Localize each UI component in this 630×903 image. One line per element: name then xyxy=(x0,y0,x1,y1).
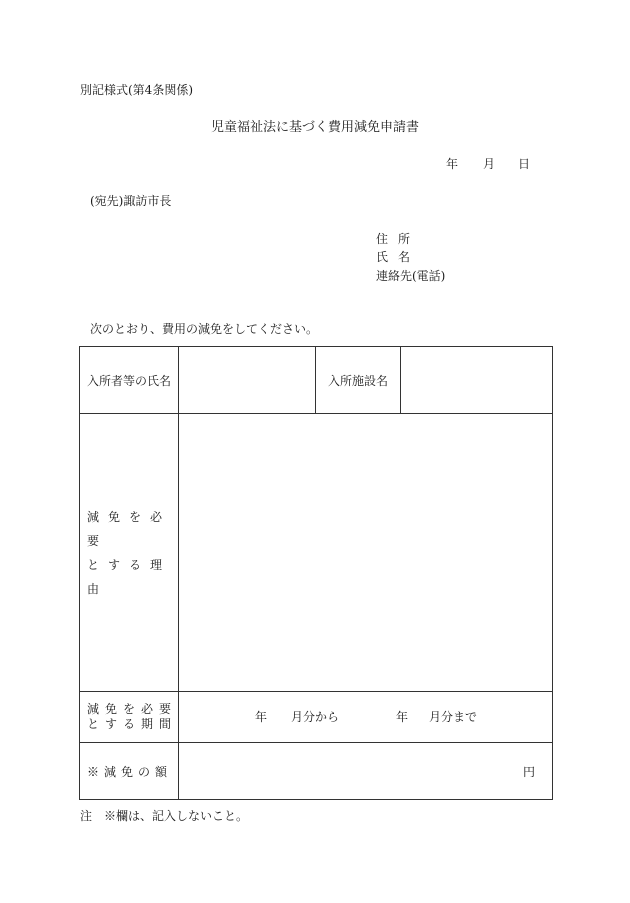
amount-unit: 円 xyxy=(522,764,535,779)
amount-field[interactable] xyxy=(179,743,553,800)
application-table xyxy=(79,346,553,800)
reason-field[interactable] xyxy=(179,414,553,692)
intro-text: 次のとおり、費用の減免をしてください。 xyxy=(90,322,319,336)
applicant-address-label xyxy=(376,233,410,245)
name-label-a: 氏 xyxy=(376,250,389,264)
addressee: (宛先)諏訪市長 xyxy=(90,194,172,208)
facility-name-field[interactable] xyxy=(401,347,553,414)
address-label-a: 住 xyxy=(376,232,389,246)
applicant-name-label xyxy=(376,251,410,263)
reason-label xyxy=(80,414,179,692)
reason-label-line2: とする理由 xyxy=(87,557,172,596)
row-resident xyxy=(80,347,553,414)
row-reason xyxy=(80,414,553,692)
date-day-label: 日 xyxy=(518,157,531,171)
resident-name-label: 入所者等の氏名 xyxy=(80,347,179,414)
date-month-label: 月 xyxy=(483,157,496,171)
document-title: 児童福祉法に基づく費用減免申請書 xyxy=(210,120,419,135)
footnote: 注 ※欄は、記入しないこと。 xyxy=(80,809,249,823)
resident-name-field[interactable] xyxy=(179,347,316,414)
amount-label: ※減免の額 xyxy=(80,743,179,800)
period-from-month: 月分から xyxy=(291,710,340,724)
reason-label-line1: 減免を必要 xyxy=(87,509,172,548)
period-from-year: 年 xyxy=(255,710,268,724)
period-label-line1: 減免を必要 xyxy=(87,702,178,716)
applicant-contact-label: 連絡先(電話) xyxy=(376,269,446,283)
row-period xyxy=(80,692,553,743)
period-to-year: 年 xyxy=(396,710,409,724)
period-label-line2: とする期間 xyxy=(87,717,178,731)
row-amount xyxy=(80,743,553,800)
facility-name-label: 入所施設名 xyxy=(316,347,401,414)
period-to-month: 月分まで xyxy=(429,710,478,724)
name-label-b: 名 xyxy=(398,250,411,264)
period-field[interactable] xyxy=(179,692,553,743)
period-label xyxy=(80,692,179,743)
date-year-label: 年 xyxy=(446,157,459,171)
address-label-b: 所 xyxy=(398,232,411,246)
form-reference: 別記様式(第4条関係) xyxy=(80,83,193,97)
